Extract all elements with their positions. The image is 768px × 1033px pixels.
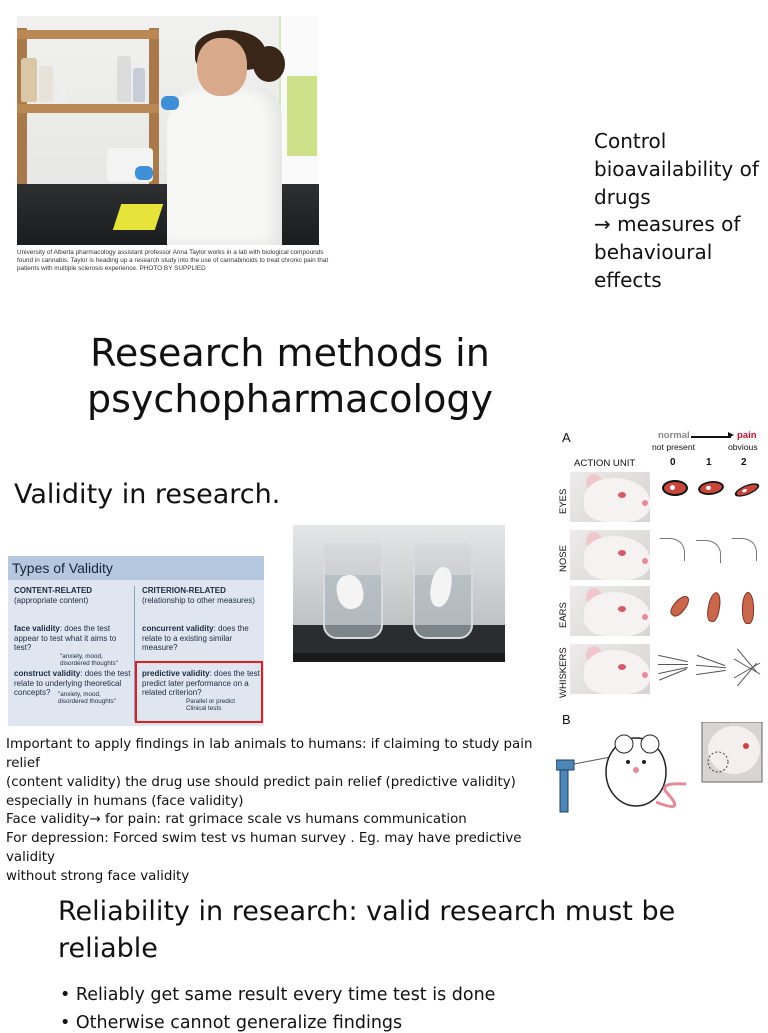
face-validity-note: "anxiety, mood, disordered thoughts" (60, 652, 118, 667)
side-note-line: drugs (594, 184, 651, 209)
side-note-line: effects (594, 267, 662, 292)
ear-score-0-icon (668, 593, 693, 619)
rat-camera-diagram (556, 722, 768, 820)
normal-label: normal (658, 430, 690, 441)
rat-face-photo (570, 530, 650, 580)
concurrent-validity-text: : does the relate to a existing similar measure? (142, 624, 249, 653)
reliability-bullet-1: • Reliably get same result every time test is done (60, 985, 496, 1005)
lab-photo (17, 16, 319, 245)
side-note-line: bioavailability of (594, 156, 759, 181)
face-validity-term: face validity (14, 624, 60, 633)
content-related-header: CONTENT-RELATED (14, 586, 93, 595)
paragraph-line: (content validity) the drug use should predict pain relief (predictive validity) (6, 775, 516, 790)
title-line: psychopharmacology (87, 377, 493, 421)
not-present-label: not present (652, 442, 695, 452)
nose-score-2-icon (732, 538, 757, 561)
action-unit-label: ACTION UNIT (574, 458, 636, 469)
content-related-sub: (appropriate content) (14, 595, 89, 605)
face-validity-text: : does the test appear to test what it aims to test? (14, 624, 117, 653)
construct-validity-text: : does the test relate to underlying theoretical concepts? (14, 669, 131, 698)
panel-a-label: A (562, 430, 571, 445)
side-note-line: Control (594, 129, 667, 153)
paragraph-line: without strong face validity (6, 869, 190, 884)
bullet-text: Otherwise cannot generalize findings (75, 1013, 403, 1033)
nose-score-0-icon (660, 538, 685, 561)
panel-b-label: B (562, 712, 571, 727)
row-label-whiskers: WHISKERS (558, 647, 569, 698)
paragraph-line: especially in humans (face validity) (6, 794, 244, 809)
obvious-label: obvious (728, 442, 758, 452)
whisker-score-0-icon (658, 654, 688, 678)
predictive-validity-term: predictive validity (142, 669, 210, 678)
eye-score-2-icon (733, 481, 761, 500)
criterion-related-header: CRITERION-RELATED (142, 586, 226, 595)
photo-caption: University of Alberta pharmacology assistant professor Anna Taylor works in a lab with biological compounds found in cannabis. Taylor is heading up a research study into the use of cannabinoids to treat chronic pain that patients with multiple sclerosis experience. PHOTO BY SUPPLIED (17, 249, 329, 273)
score-0: 0 (670, 457, 676, 468)
rat-face-photo (570, 586, 650, 636)
side-note (594, 128, 764, 295)
predictive-note-2: Clinical tests (186, 705, 222, 712)
reliability-heading-line: reliable (58, 933, 158, 964)
score-2: 2 (741, 457, 747, 468)
predictive-validity-text: : does the test predict later performance on a related criterion? (142, 669, 260, 698)
rat-face-photo (570, 644, 650, 694)
pain-label: pain (737, 430, 757, 441)
reliability-bullet-2: • Otherwise cannot generalize findings (60, 1013, 403, 1033)
whisker-score-1-icon (696, 654, 726, 678)
reliability-heading-line: Reliability in research: valid research must be (58, 896, 676, 927)
row-label-nose: NOSE (558, 545, 569, 572)
whisker-score-2-icon (732, 654, 762, 678)
camera-icon (556, 760, 574, 770)
paragraph-line: For depression: Forced swim test vs human survey . Eg. may have predictive validity (6, 831, 522, 865)
paragraph-line: Important to apply findings in lab animals to humans: if claiming to study pain relief (6, 737, 533, 771)
nose-score-1-icon (696, 540, 721, 563)
scale-arrow (691, 436, 731, 438)
validity-paragraph-1 (6, 735, 566, 811)
side-note-line: → measures of (594, 212, 741, 237)
validity-paragraph-2 (6, 810, 566, 886)
validity-heading: Validity in research. (14, 479, 281, 510)
ear-score-1-icon (705, 591, 722, 623)
criterion-related-sub: (relationship to other measures) (142, 595, 255, 605)
eye-score-1-icon (697, 479, 725, 496)
ear-score-2-icon (742, 592, 754, 624)
row-label-ears: EARS (558, 602, 569, 628)
validity-table-title: Types of Validity (8, 556, 264, 580)
bullet-text: Reliably get same result every time test is done (75, 985, 496, 1005)
paragraph-line: Face validity→ for pain: rat grimace scale vs humans communication (6, 812, 467, 827)
predictive-note-1: Parallel or predict (186, 698, 235, 705)
forced-swim-photo (293, 525, 505, 662)
score-1: 1 (706, 457, 712, 468)
camera-stand-icon (560, 766, 568, 812)
rat-face-photo (570, 472, 650, 522)
construct-validity-term: construct validity (14, 669, 81, 678)
reliability-heading (58, 893, 738, 967)
side-note-line: behavioural (594, 240, 713, 265)
validity-types-table (8, 556, 264, 726)
concurrent-validity-term: concurrent validity (142, 624, 214, 633)
page-title (60, 330, 520, 422)
row-label-eyes: EYES (558, 488, 569, 514)
title-line: Research methods in (90, 331, 490, 375)
arrow-head-icon (728, 432, 734, 438)
rat-grimace-figure (556, 428, 768, 820)
construct-validity-note: "anxiety, mood, disordered thoughts" (58, 690, 116, 705)
eye-score-0-icon (662, 480, 688, 496)
predictive-highlight-box (135, 661, 263, 723)
